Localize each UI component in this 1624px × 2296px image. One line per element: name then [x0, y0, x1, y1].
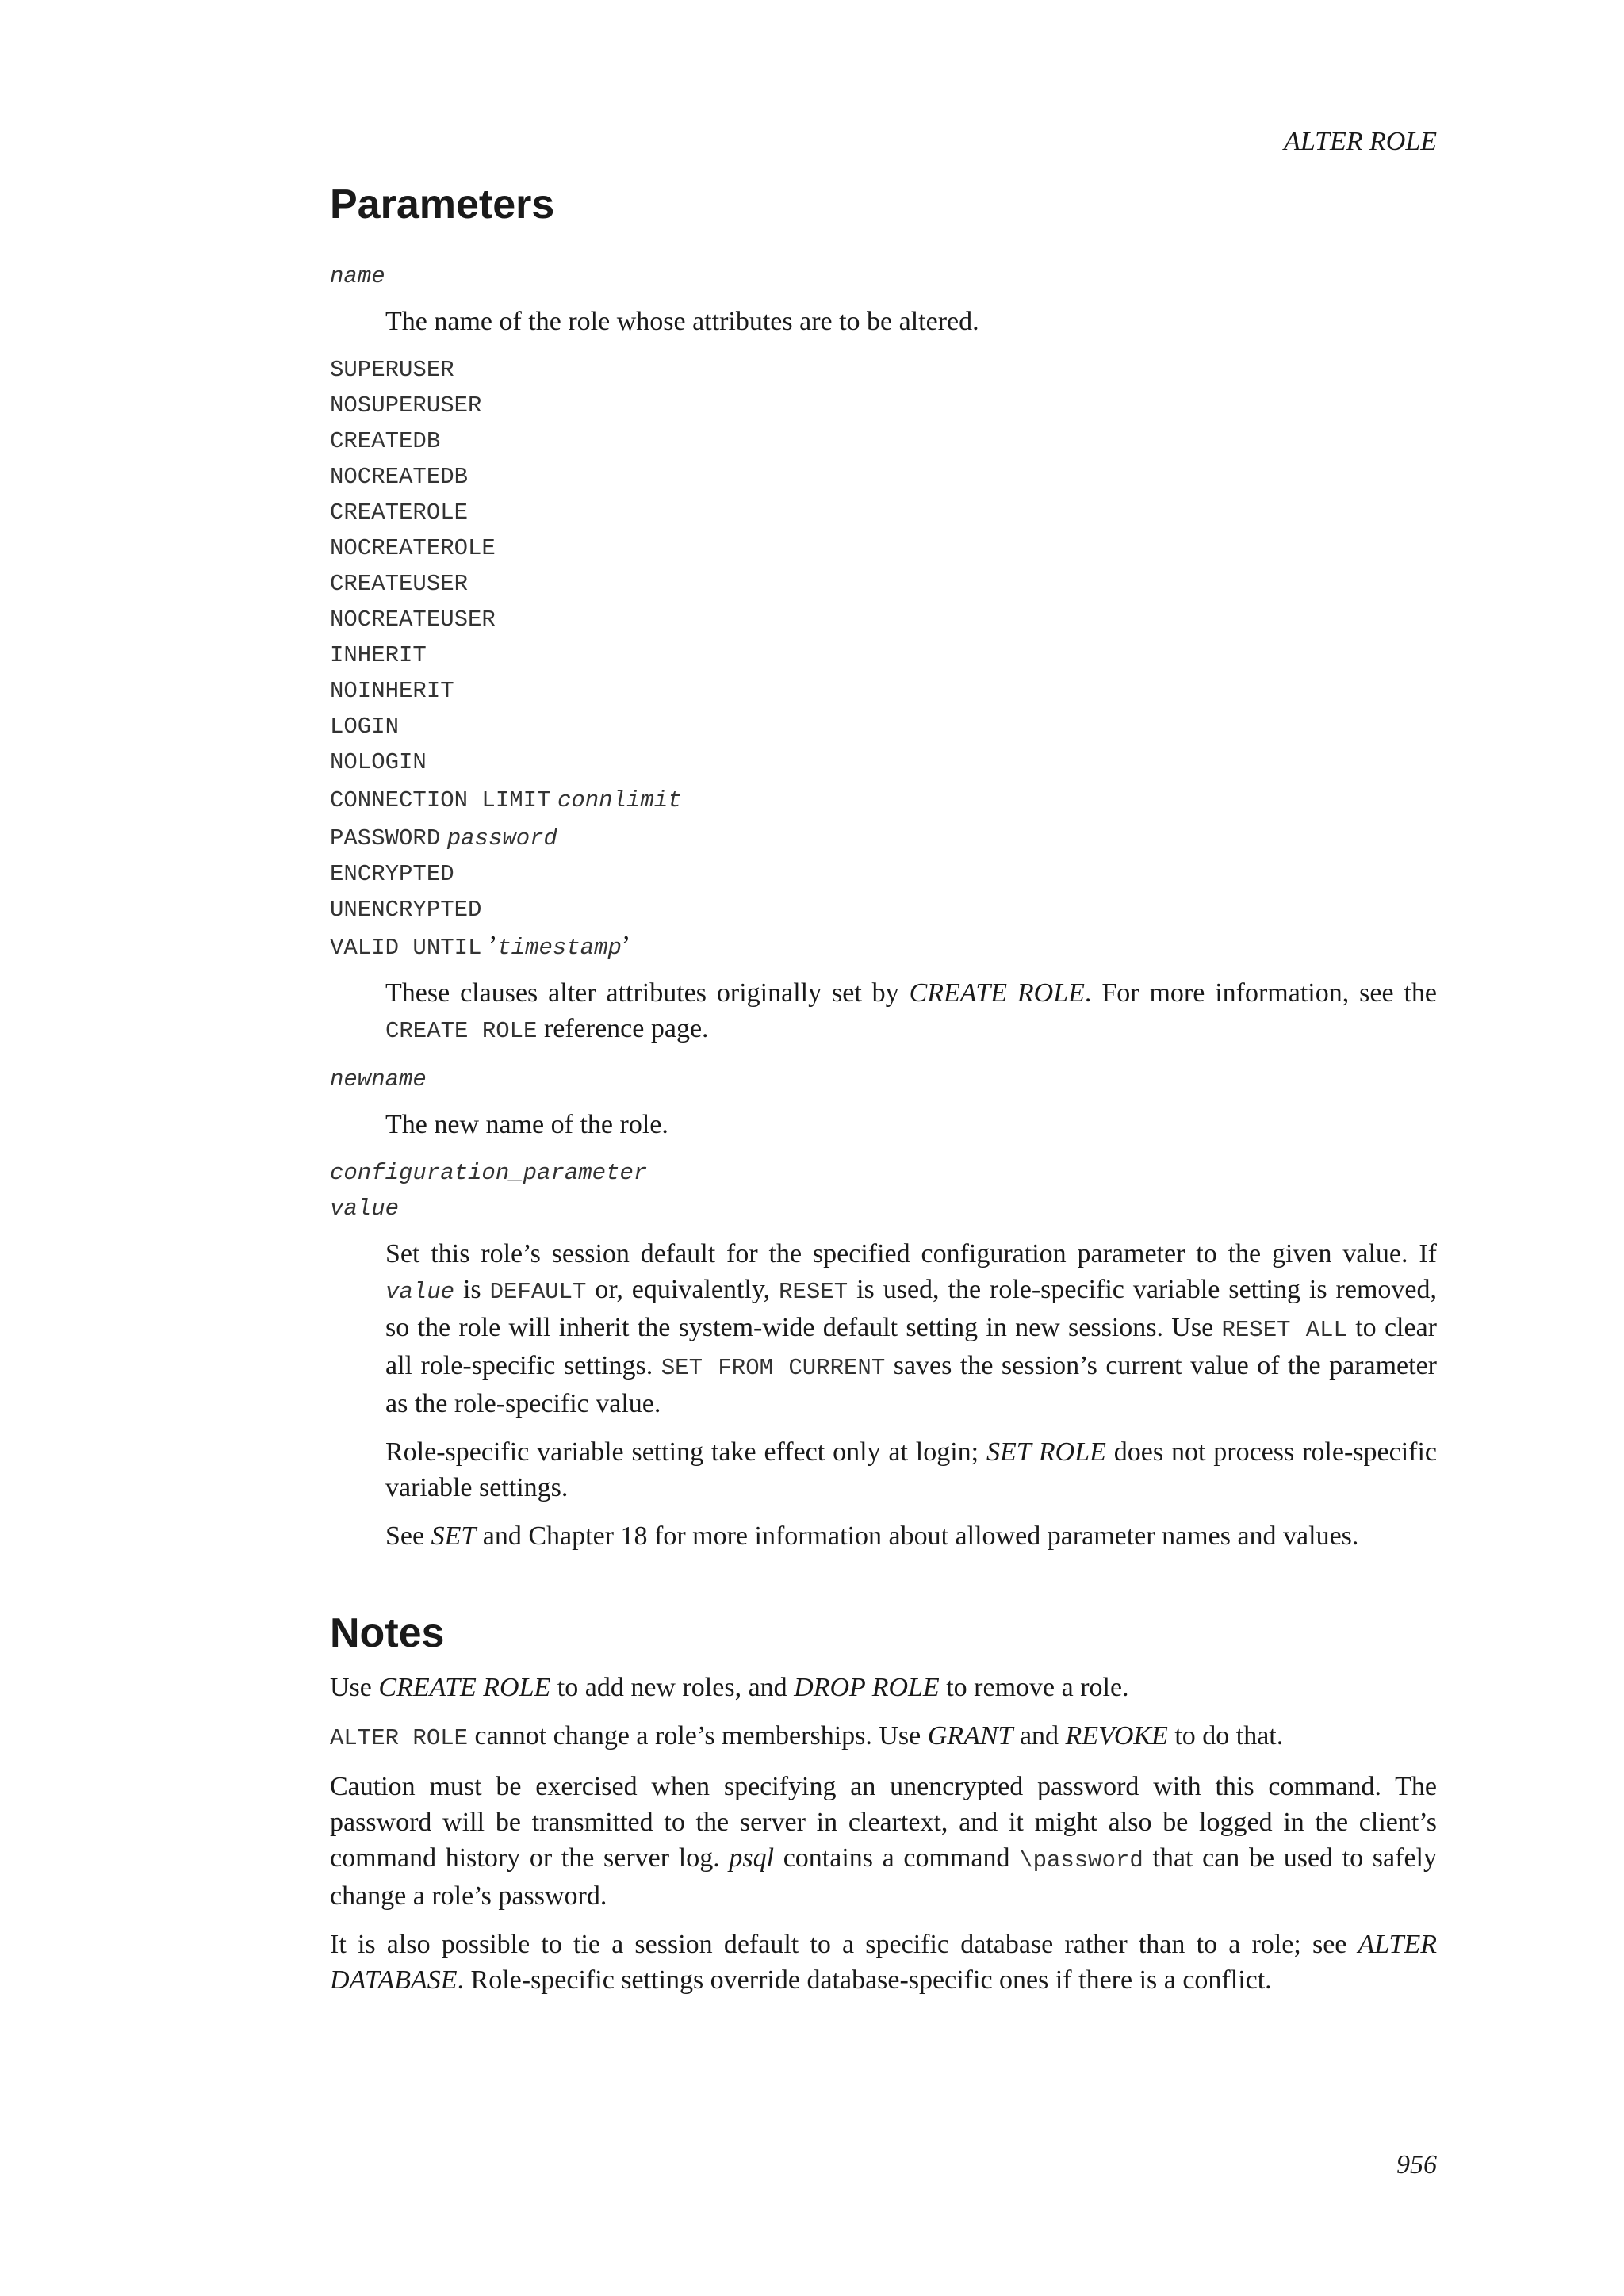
term-connection-limit — [330, 780, 1437, 818]
term-noinherit: NOINHERIT — [330, 678, 454, 704]
config-text-2: is — [454, 1275, 490, 1304]
name-description — [385, 304, 1437, 339]
valid-until-keyword: VALID UNTIL — [330, 935, 482, 961]
notes-p3-text-2: contains a command — [774, 1843, 1020, 1873]
clauses-description — [385, 975, 1437, 1049]
clauses-text-3: reference page. — [537, 1014, 709, 1043]
notes-p3 — [330, 1769, 1437, 1914]
config-description-p2 — [385, 1434, 1437, 1506]
grant-link[interactable]: GRANT — [927, 1721, 1013, 1751]
term-encrypted: ENCRYPTED — [330, 861, 454, 887]
config-description-p1 — [385, 1236, 1437, 1422]
config3-text-1: See — [385, 1521, 431, 1551]
alter-database-link[interactable]: ALTER DATABASE — [330, 1930, 1437, 1995]
term-nocreateuser: NOCREATEUSER — [330, 607, 496, 633]
valid-until-open-quote: ’ — [488, 931, 498, 960]
password-command-code: \password — [1019, 1847, 1143, 1873]
notes-p2-text-3: to do that. — [1167, 1721, 1284, 1751]
create-role-code: CREATE ROLE — [385, 1018, 538, 1044]
term-unencrypted: UNENCRYPTED — [330, 897, 482, 923]
psql-ref: psql — [729, 1843, 775, 1873]
clauses-text-1: These clauses alter attributes originally set by — [385, 978, 910, 1008]
page-content — [330, 179, 1437, 2011]
newname-description — [385, 1107, 1437, 1142]
term-createrole: CREATEROLE — [330, 499, 469, 526]
term-inherit: INHERIT — [330, 642, 427, 668]
config-text-5: to clear all role-specific settings. — [385, 1313, 1437, 1380]
term-superuser: SUPERUSER — [330, 357, 454, 383]
value-ref: value — [385, 1279, 455, 1305]
notes-p2-text-2: and — [1013, 1721, 1066, 1751]
set-from-current-code: SET FROM CURRENT — [661, 1355, 886, 1381]
drop-role-link[interactable]: DROP ROLE — [794, 1673, 940, 1702]
config-description — [385, 1236, 1437, 1554]
create-role-link-notes[interactable]: CREATE ROLE — [378, 1673, 551, 1702]
notes-p1 — [330, 1670, 1437, 1705]
page-number: 956 — [1396, 2150, 1437, 2179]
config-description-p3 — [385, 1518, 1437, 1554]
default-code: DEFAULT — [489, 1279, 587, 1305]
clause-term-list — [330, 352, 1437, 966]
reset-all-code: RESET ALL — [1221, 1317, 1347, 1343]
notes-p4-text-2: . Role-specific settings override database-specific ones if there is a conflict. — [457, 1965, 1272, 1995]
config-text-3: or, equivalently, — [586, 1275, 779, 1304]
term-value: value — [330, 1196, 400, 1222]
notes-p4 — [330, 1927, 1437, 1998]
alter-role-code: ALTER ROLE — [330, 1725, 469, 1751]
notes-p3-text-3: that can be used to safely change a role’s password. — [330, 1843, 1437, 1911]
notes-p3-text-1: Caution must be exercised when specifying an unencrypted password with this command. The password will be transmitted to the server in cleartext, and it might also be logged in the client’s command history or the server log. — [330, 1772, 1437, 1873]
notes-p2-text-1: cannot change a role’s memberships. Use — [468, 1721, 928, 1751]
term-name: name — [330, 263, 385, 289]
config2-text-2: does not process role-specific variable settings. — [385, 1437, 1437, 1502]
connection-limit-keyword: CONNECTION LIMIT — [330, 787, 551, 813]
newname-description-text: The new name of the role. — [385, 1110, 668, 1139]
clauses-text-2: . For more information, see the — [1084, 978, 1437, 1008]
term-nocreaterole: NOCREATEROLE — [330, 535, 496, 561]
valid-until-close-quote: ’ — [621, 931, 631, 960]
set-link[interactable]: SET — [431, 1521, 477, 1551]
notes-section — [330, 1670, 1437, 1998]
term-createuser: CREATEUSER — [330, 571, 469, 597]
term-login: LOGIN — [330, 714, 400, 740]
term-valid-until — [330, 928, 1437, 966]
password-arg: password — [446, 825, 557, 851]
password-keyword: PASSWORD — [330, 825, 441, 851]
notes-p1-text-3: to remove a role. — [939, 1673, 1129, 1702]
create-role-link[interactable]: CREATE ROLE — [909, 978, 1085, 1008]
term-configuration-parameter: configuration_parameter — [330, 1160, 648, 1186]
config-text-6: saves the session’s current value of the parameter as the role-specific value. — [385, 1351, 1437, 1418]
running-head: ALTER ROLE — [1284, 127, 1437, 156]
reset-code: RESET — [779, 1279, 848, 1305]
config3-text-2: and Chapter 18 for more information about allowed parameter names and values. — [476, 1521, 1359, 1551]
revoke-link[interactable]: REVOKE — [1065, 1721, 1168, 1751]
connlimit-arg: connlimit — [557, 787, 682, 813]
parameters-heading: Parameters — [330, 182, 555, 228]
term-nosuperuser: NOSUPERUSER — [330, 392, 482, 419]
config2-text-1: Role-specific variable setting take effect only at login; — [385, 1437, 986, 1467]
notes-p4-text-1: It is also possible to tie a session default to a specific database rather than to a role; see — [330, 1930, 1358, 1959]
term-nocreatedb: NOCREATEDB — [330, 464, 469, 490]
config-text-4: is used, the role-specific variable setting is removed, so the role will inherit the system-wide default setting in new sessions. Use — [385, 1275, 1437, 1342]
clauses-description-text — [385, 975, 1437, 1049]
notes-heading: Notes — [330, 1610, 445, 1656]
term-newname: newname — [330, 1066, 427, 1093]
config-text-1: Set this role’s session default for the specified configuration parameter to the given value. If — [385, 1239, 1437, 1269]
set-role-link[interactable]: SET ROLE — [986, 1437, 1106, 1467]
notes-p1-text-2: to add new roles, and — [550, 1673, 795, 1702]
notes-p2 — [330, 1718, 1437, 1756]
name-description-text: The name of the role whose attributes are to be altered. — [385, 307, 979, 336]
term-nologin: NOLOGIN — [330, 749, 427, 775]
notes-p1-text-1: Use — [330, 1673, 379, 1702]
term-createdb: CREATEDB — [330, 428, 441, 454]
timestamp-arg: timestamp — [497, 935, 622, 961]
term-password — [330, 818, 1437, 856]
